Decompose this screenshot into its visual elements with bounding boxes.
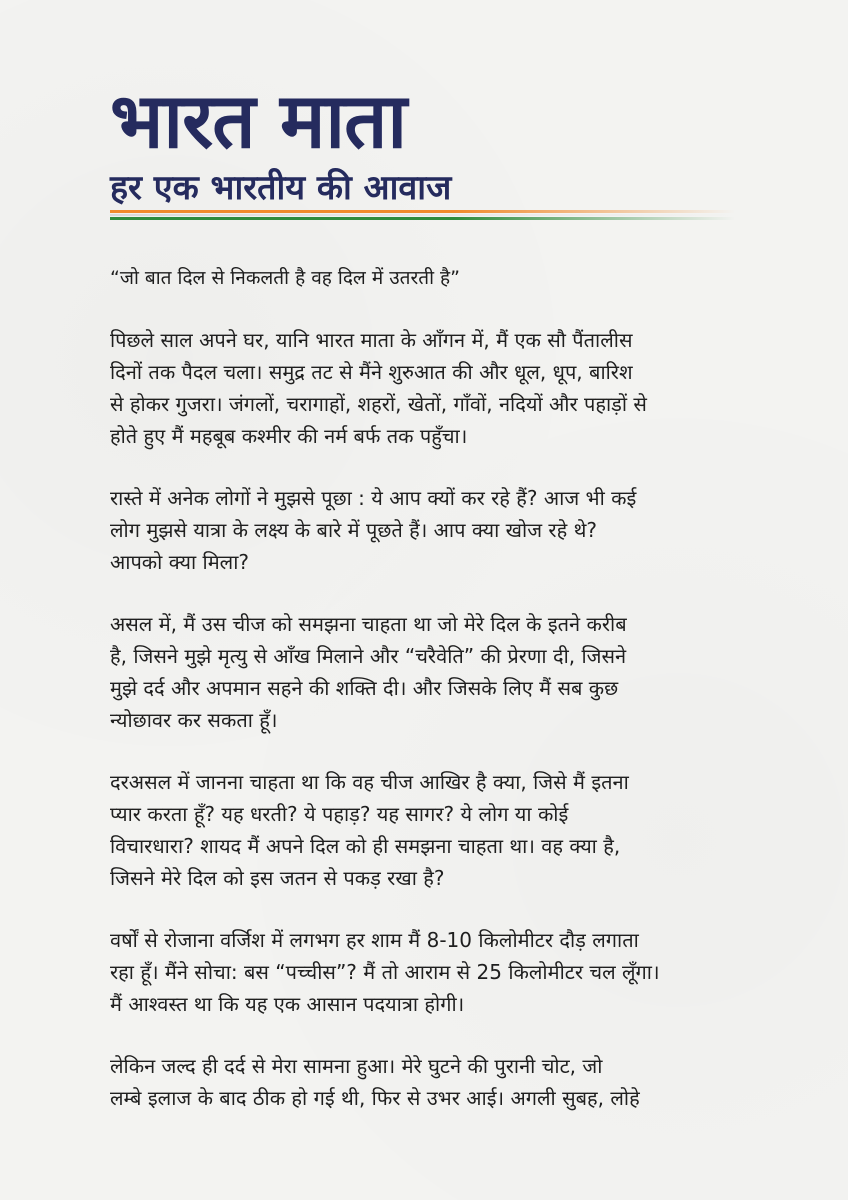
text-line: दिनों तक पैदल चला। समुद्र तट से मैंने शुरुआत की और धूल, धूप, बारिश <box>110 360 633 384</box>
green-stripe <box>110 217 735 220</box>
text-line: असल में, मैं उस चीज को समझना चाहता था जो मेरे दिल के इतने करीब <box>110 612 627 636</box>
masthead <box>110 78 750 210</box>
text-line: से होकर गुजरा। जंगलों, चरागाहों, शहरों, खेतों, गाँवों, नदियों और पहाड़ों से <box>110 392 647 416</box>
paragraph <box>110 482 750 578</box>
text-line: लेकिन जल्द ही दर्द से मेरा सामना हुआ। मेरे घुटने की पुरानी चोट, जो <box>110 1054 603 1078</box>
text-line: न्योछावर कर सकता हूँ। <box>110 708 278 732</box>
text-line: होते हुए मैं महबूब कश्मीर की नर्म बर्फ तक पहुँचा। <box>110 424 468 448</box>
text-line: दरअसल में जानना चाहता था कि वह चीज आखिर है क्या, जिसे मैं इतना <box>110 770 629 794</box>
text-line: पिछले साल अपने घर, यानि भारत माता के आँगन में, मैं एक सौ पैंतालीस <box>110 328 633 352</box>
saffron-stripe <box>110 210 735 213</box>
white-stripe <box>110 214 735 216</box>
paragraph <box>110 924 750 1020</box>
paragraph <box>110 324 750 452</box>
text-line: विचारधारा? शायद मैं अपने दिल को ही समझना चाहता था। वह क्या है, <box>110 834 621 858</box>
text-line: लम्बे इलाज के बाद ठीक हो गई थी, फिर से उभर आई। अगली सुबह, लोहे <box>110 1086 640 1110</box>
page-title: भारत माता <box>110 76 407 165</box>
text-line: है, जिसने मुझे मृत्यु से आँख मिलाने और “चरैवेति” की प्रेरणा दी, जिसने <box>110 644 627 668</box>
letter-body <box>110 262 750 1144</box>
text-line: लोग मुझसे यात्रा के लक्ष्य के बारे में पूछते हैं। आप क्या खोज रहे थे? <box>110 518 597 542</box>
text-line: वर्षों से रोजाना वर्जिश में लगभग हर शाम मैं 8-10 किलोमीटर दौड़ लगाता <box>110 928 639 952</box>
page-subtitle: हर एक भारतीय की आवाज <box>110 168 452 208</box>
text-line: प्यार करता हूँ? यह धरती? ये पहाड़? यह सागर? ये लोग या कोई <box>110 802 569 826</box>
tricolor-divider <box>110 210 735 222</box>
text-line: मैं आश्वस्त था कि यह एक आसान पदयात्रा होगी। <box>110 992 465 1016</box>
opening-quote: “जो बात दिल से निकलती है वह दिल में उतरती है” <box>110 267 460 289</box>
text-line: रास्ते में अनेक लोगों ने मुझसे पूछा : ये आप क्यों कर रहे हैं? आज भी कई <box>110 486 637 510</box>
paragraph <box>110 608 750 736</box>
paragraph <box>110 766 750 894</box>
paragraph <box>110 1050 750 1114</box>
text-line: रहा हूँ। मैंने सोचा: बस “पच्चीस”? मैं तो आराम से 25 किलोमीटर चल लूँगा। <box>110 960 660 984</box>
text-line: आपको क्या मिला? <box>110 550 250 574</box>
text-line: मुझे दर्द और अपमान सहने की शक्ति दी। और जिसके लिए मैं सब कुछ <box>110 676 619 700</box>
text-line: जिसने मेरे दिल को इस जतन से पकड़ रखा है? <box>110 866 445 890</box>
